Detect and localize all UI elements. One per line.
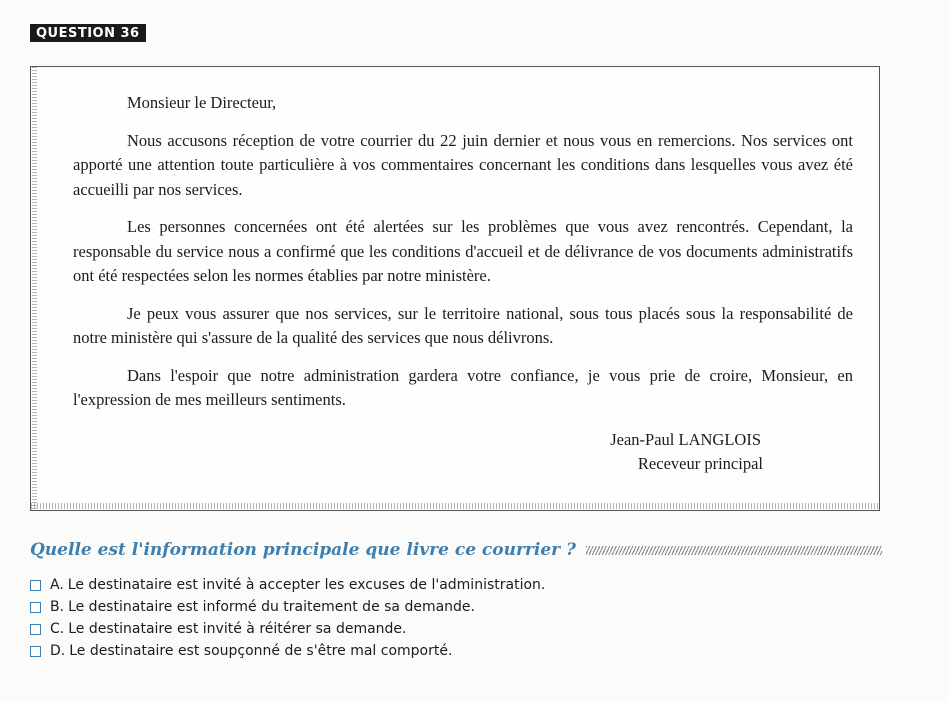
letter-paragraph: Je peux vous assurer que nos services, sur le territoire national, sous tous placés sous la responsabilité de notre ministère qui s'assure de la qualité des services que nous délivrons.: [73, 303, 853, 347]
signature-title: Receveur principal: [637, 454, 763, 473]
option-c[interactable]: [30, 618, 545, 640]
option-a[interactable]: [30, 574, 545, 596]
letter-paragraph: Les personnes concernées ont été alertées sur les problèmes que vous avez rencontrés. Cependant, la responsable du service nous a confirmé que les conditions d'accueil et de délivrance de vos documents administratifs ont été respectées selon les normes établies par notre ministère.: [73, 217, 853, 285]
answer-options: [30, 574, 545, 662]
checkbox-icon[interactable]: [30, 580, 41, 591]
question-number-badge: QUESTION 36: [30, 24, 146, 42]
option-text: Le destinataire est informé du traitement de sa demande.: [68, 599, 475, 615]
option-letter: A.: [50, 577, 64, 593]
signature-name: Jean-Paul LANGLOIS: [610, 430, 761, 449]
letter-box: [30, 66, 880, 511]
checkbox-icon[interactable]: [30, 602, 41, 613]
option-d[interactable]: [30, 640, 545, 662]
option-letter: B.: [50, 599, 65, 615]
option-text: Le destinataire est invité à accepter les excuses de l'administration.: [67, 577, 546, 593]
letter-paragraph: Dans l'espoir que notre administration gardera votre confiance, je vous prie de croire, Monsieur, en l'expression de mes meilleurs sentiments.: [73, 365, 853, 409]
letter-paragraph: Nous accusons réception de votre courrier du 22 juin dernier et nous vous en remercions. Nos services ont apporté une attention toute particulière à vos commentaires concernant les conditions dans lesquelles vous avez été accueilli par nos services.: [73, 130, 853, 199]
option-letter: C.: [50, 621, 65, 637]
decorative-hatch: [586, 546, 882, 555]
checkbox-icon[interactable]: [30, 646, 41, 657]
question-text: Quelle est l'information principale que livre ce courrier ?: [30, 540, 577, 560]
option-text: Le destinataire est invité à réitérer sa demande.: [68, 621, 407, 637]
option-letter: D.: [50, 643, 66, 659]
question-row: [30, 538, 882, 562]
letter-body: [73, 91, 853, 426]
option-text: Le destinataire est soupçonné de s'être mal comporté.: [69, 643, 453, 659]
checkbox-icon[interactable]: [30, 624, 41, 635]
letter-signature: [610, 428, 761, 476]
option-b[interactable]: [30, 596, 545, 618]
letter-salutation: Monsieur le Directeur,: [127, 93, 277, 112]
